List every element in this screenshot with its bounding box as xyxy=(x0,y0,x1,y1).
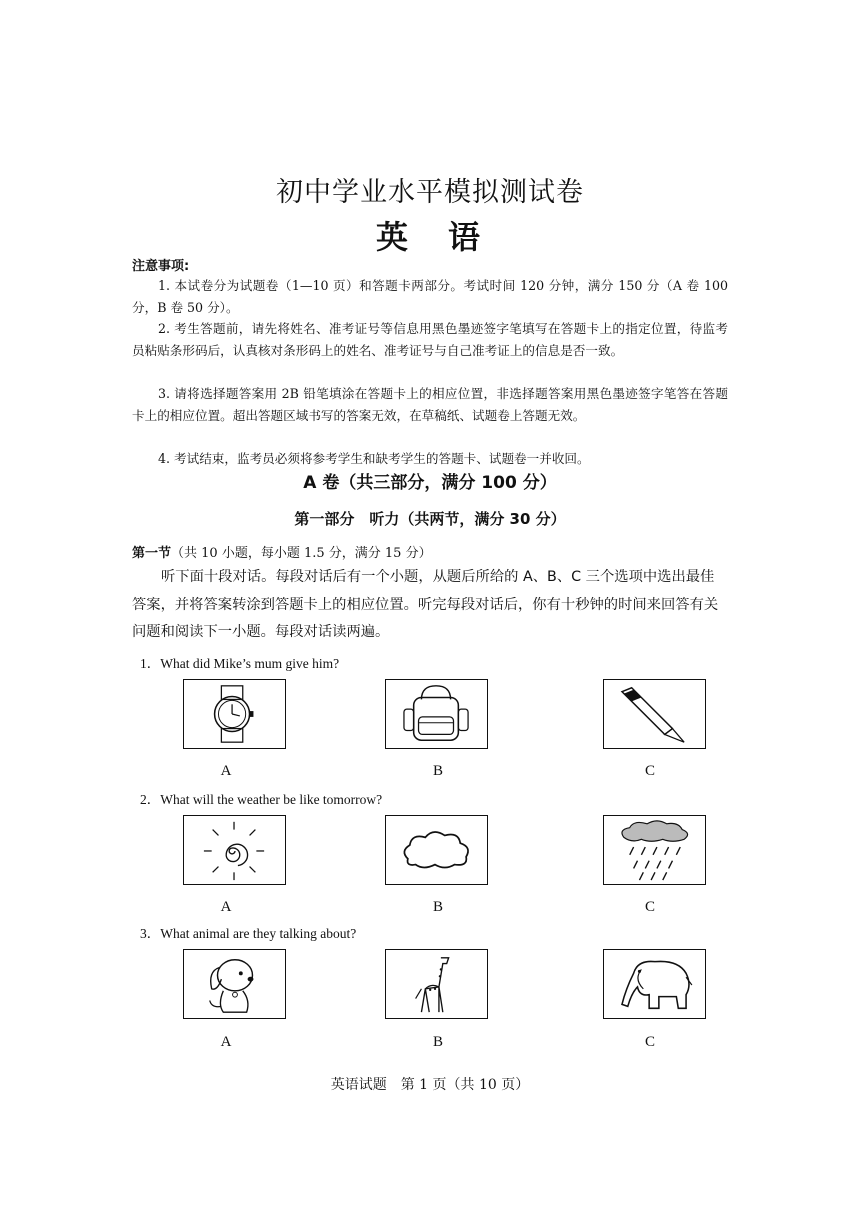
option-3c-label: C xyxy=(644,1034,655,1050)
elephant-icon xyxy=(604,950,705,1018)
option-3b-picture[interactable] xyxy=(385,949,488,1019)
subject-title: 英 语 xyxy=(375,218,484,256)
page-footer: 英语试题 第 1 页（共 10 页） xyxy=(330,1077,530,1093)
question-3: 3．What animal are they talking about? xyxy=(140,926,357,941)
section1-heading: 第一节（共 10 小题，每小题 1.5 分，满分 15 分） xyxy=(132,546,432,561)
option-3b-label: B xyxy=(432,1034,443,1050)
note-item-1: 1. 本试卷分为试题卷（1—10 页）和答题卡两部分。考试时间 120 分钟，满分 150 分（A 卷 100 分，B 卷 50 分）。 xyxy=(132,278,728,315)
option-2a-picture[interactable] xyxy=(183,815,286,885)
question-1: 1．What did Mike’s mum give him? xyxy=(140,656,340,671)
option-1a-label: A xyxy=(220,763,232,779)
option-1b-picture[interactable] xyxy=(385,679,488,749)
notes-heading: 注意事项: xyxy=(132,259,190,274)
option-2c-label: C xyxy=(644,899,655,915)
option-2c-picture[interactable] xyxy=(603,815,706,885)
note-item-2: 2. 考生答题前，请先将姓名、准考证号等信息用黑色墨迹签字笔填写在答题卡上的指定位置，待监考员粘贴条形码后，认真核对条形码上的姓名、准考证号与自己准考证上的信息是否一致。 xyxy=(132,321,728,358)
option-1c-label: C xyxy=(644,763,655,779)
cloud-icon xyxy=(386,816,487,884)
option-1b-label: B xyxy=(432,763,443,779)
option-1c-picture[interactable] xyxy=(603,679,706,749)
option-1a-picture[interactable] xyxy=(183,679,286,749)
rain-icon xyxy=(604,816,705,884)
backpack-icon xyxy=(386,680,487,748)
part1-heading: 第一部分 听力（共两节，满分 30 分） xyxy=(294,510,566,528)
exam-title: 初中学业水平模拟测试卷 xyxy=(276,177,584,208)
giraffe-icon xyxy=(386,950,487,1018)
option-2b-label: B xyxy=(432,899,443,915)
watch-icon xyxy=(184,680,285,748)
option-3a-label: A xyxy=(220,1034,232,1050)
section-a-heading: A 卷（共三部分，满分 100 分） xyxy=(303,473,557,493)
note-item-4: 4. 考试结束，监考员必须将参考学生和缺考学生的答题卡、试题卷一并收回。 xyxy=(158,451,590,466)
option-2a-label: A xyxy=(220,899,232,915)
option-2b-picture[interactable] xyxy=(385,815,488,885)
pen-icon xyxy=(604,680,705,748)
dog-icon xyxy=(184,950,285,1018)
question-2: 2．What will the weather be like tomorrow? xyxy=(140,792,383,807)
note-item-3: 3. 请将选择题答案用 2B 铅笔填涂在答题卡上的相应位置，非选择题答案用黑色墨迹签字笔答在答题卡上的相应位置。超出答题区域书写的答案无效，在草稿纸、试题卷上答题无效。 xyxy=(132,386,728,423)
option-3a-picture[interactable] xyxy=(183,949,286,1019)
option-3c-picture[interactable] xyxy=(603,949,706,1019)
sun-icon xyxy=(184,816,285,884)
section1-instructions: 听下面十段对话。每段对话后有一个小题，从题后所给的 A、B、C 三个选项中选出最佳答案，并将答案转涂到答题卡上的相应位置。听完每段对话后，你有十秒钟的时间来回答有关问题和阅读下一小题。每段对话读两遍。 xyxy=(132,569,719,640)
